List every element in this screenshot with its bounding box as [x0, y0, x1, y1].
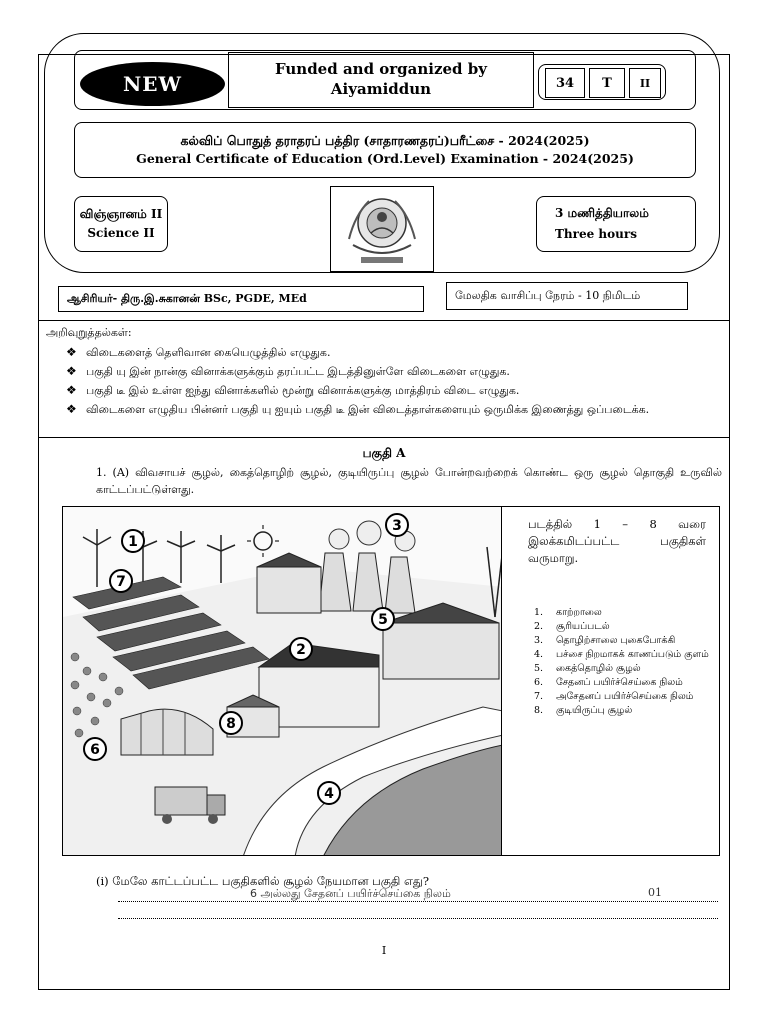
diamond-bullet-icon: ❖	[66, 402, 77, 416]
list-item: 5. கைத்தொழில் சூழல்	[534, 663, 641, 674]
ecosystem-illustration	[62, 506, 502, 856]
sub-question-i: (i) மேலே காட்டப்பட்ட பகுதிகளில் சூழல் நேயமான பகுதி எது?	[96, 874, 430, 888]
paper-code: 34	[545, 68, 585, 98]
part-code: II	[629, 68, 661, 98]
list-item: 1. காற்றாலை	[534, 607, 602, 618]
diamond-bullet-icon: ❖	[66, 383, 77, 397]
exam-title-tamil: கல்விப் பொதுத் தராதரப் பத்திர (சாதாரணதரப்)பரீட்சை - 2024(2025)	[180, 133, 590, 148]
paper-code-group	[538, 64, 666, 100]
divider-top	[38, 320, 730, 321]
answer-text[interactable]: 6 அல்லது சேதனப் பயிர்ச்செய்கை நிலம்	[250, 887, 451, 900]
page-number: I	[381, 944, 387, 957]
legend-list	[534, 606, 710, 718]
new-badge: NEW	[80, 62, 225, 106]
reading-time: மேலதிக வாசிப்பு நேரம் - 10 நிமிடம்	[446, 282, 688, 310]
question-1a: 1. (A) விவசாயச் சூழல், கைத்தொழிற் சூழல், குடியிருப்பு சூழல் போன்றவற்றைக் கொண்ட ஒரு சூழல் தொகுதி உருவில் காட்டப்பட்டுள்ளது.	[96, 466, 722, 496]
legend-intro: படத்தில் 1 – 8 வரை இலக்கமிடப்பட்ட பகுதிகள் வருமாறு.	[528, 517, 706, 565]
funded-by-box	[228, 52, 534, 108]
duration-english: Three hours	[555, 227, 637, 241]
list-item: 6. சேதனப் பயிர்ச்செய்கை நிலம்	[534, 677, 683, 688]
instructions-list	[66, 344, 716, 420]
marker-8: 8	[226, 716, 236, 732]
marks: 01	[648, 886, 662, 899]
list-item: ❖ விடைகளைத் தெளிவான கையெழுத்தில் எழுதுக.	[66, 345, 331, 359]
divider-instructions	[38, 437, 730, 438]
marker-3: 3	[392, 518, 402, 534]
marker-5: 5	[378, 612, 388, 628]
duration-box	[536, 196, 696, 252]
ecosystem-scene	[63, 507, 502, 856]
list-item: ❖ பகுதி யு இன் நான்கு வினாக்களுக்கும் தரப்பட்ட இடத்தினுள்ளே விடைகளை எழுதுக.	[66, 364, 510, 378]
subject-english: Science II	[87, 226, 155, 240]
funded-line-2: Aiyamiddun	[330, 80, 432, 98]
marker-1: 1	[128, 534, 138, 550]
duration-tamil: 3 மணித்தியாலம்	[555, 206, 649, 220]
list-item: ❖ விடைகளை எழுதிய பின்னர் பகுதி யு ஐயும் பகுதி டீ இன் விடைத்தாள்களையும் ஒருமிக்க இணைத்து ஒப்படைக்க.	[66, 402, 650, 416]
list-item: 8. குடியிருப்பு சூழல்	[534, 705, 633, 716]
answer-line-2[interactable]	[118, 918, 718, 919]
diamond-bullet-icon: ❖	[66, 364, 77, 378]
list-item: 3. தொழிற்சாலை புகைபோக்கி	[534, 635, 676, 646]
teacher-credit: ஆசிரியர்- திரு.இ.சுகானன் BSc, PGDE, MEd	[58, 286, 424, 312]
organizer-logo	[330, 186, 434, 272]
marker-7: 7	[116, 574, 126, 590]
subject-box	[74, 196, 168, 252]
answer-line-1[interactable]	[118, 901, 718, 902]
subject-tamil: விஞ்ஞானம் II	[79, 207, 163, 221]
marker-2: 2	[296, 642, 306, 658]
diamond-bullet-icon: ❖	[66, 345, 77, 359]
medium-code: T	[589, 68, 625, 98]
list-item: 2. சூரியப்படல்	[534, 621, 610, 632]
logo-emblem-icon	[331, 187, 433, 271]
marker-4: 4	[324, 786, 334, 802]
instructions-title: அறிவுறுத்தல்கள்:	[46, 326, 132, 339]
exam-title-box	[74, 122, 696, 178]
marker-6: 6	[90, 742, 100, 758]
list-item: ❖ பகுதி டீ இல் உள்ள ஐந்து வினாக்களில் மூன்று வினாக்களுக்கு மாத்திரம் விடை எழுதுக.	[66, 383, 520, 397]
list-item: 4. பச்சை நிறமாகக் காணப்படும் குளம்	[534, 649, 709, 660]
list-item: 7. அசேதனப் பயிர்ச்செய்கை நிலம்	[534, 691, 694, 702]
funded-line-1: Funded and organized by	[275, 60, 487, 78]
section-title: பகுதி A	[362, 446, 406, 460]
exam-title-english: General Certificate of Education (Ord.Level) Examination - 2024(2025)	[136, 151, 634, 166]
